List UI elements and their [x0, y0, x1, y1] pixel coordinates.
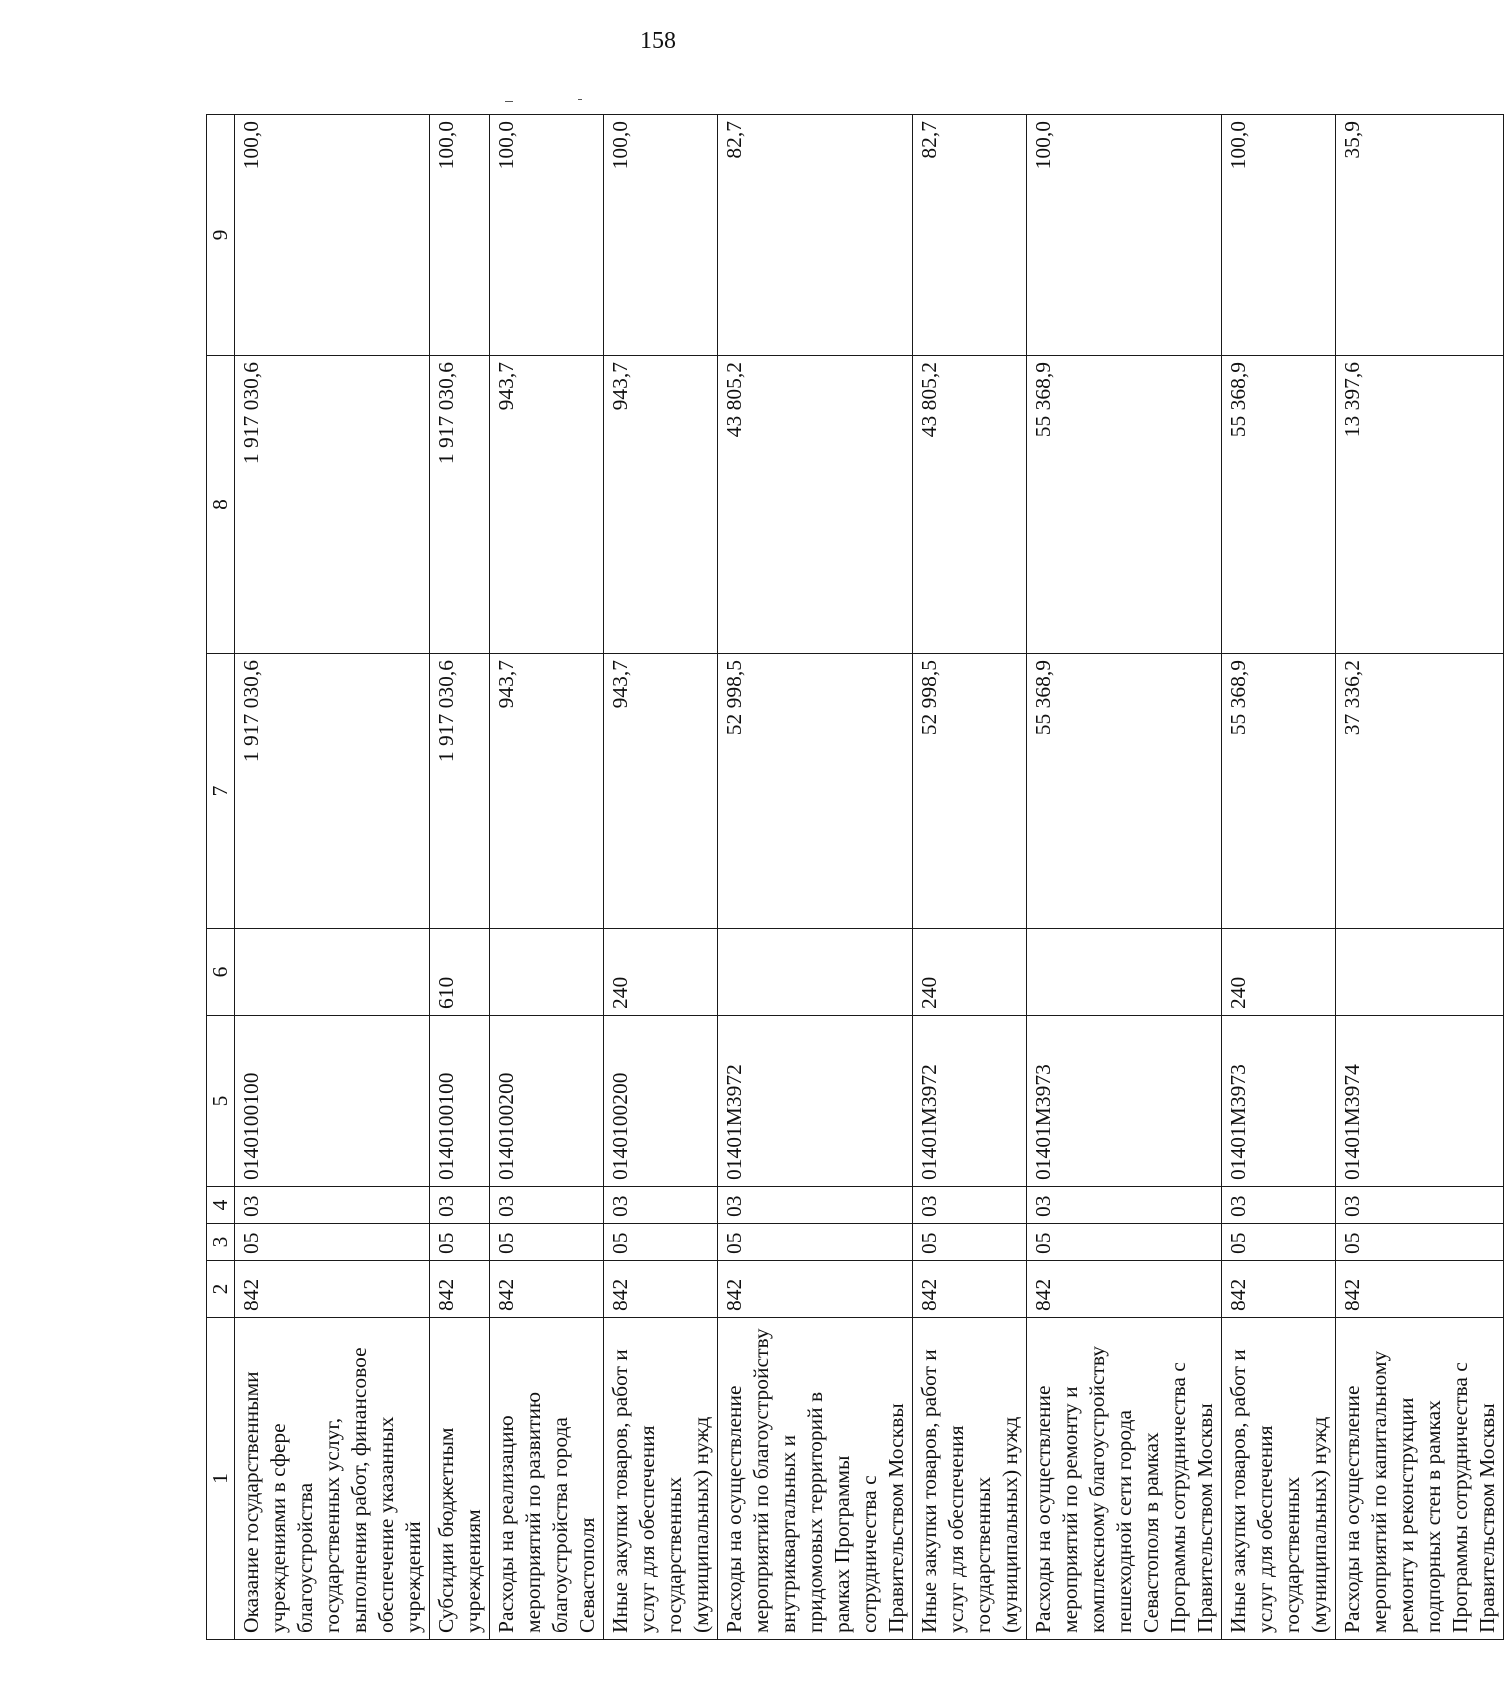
execution-percent-cell: 100,0 — [430, 115, 490, 356]
expense-name-cell: Субсидии бюджетным учреждениям — [430, 1318, 490, 1640]
admin-code-cell: 842 — [1336, 1261, 1504, 1318]
header-cell: 6 — [207, 929, 235, 1016]
planned-amount-cell: 943,7 — [490, 654, 604, 929]
expense-type-cell — [718, 929, 913, 1016]
executed-amount-cell: 943,7 — [604, 356, 718, 654]
section-cell: 05 — [1222, 1224, 1336, 1261]
executed-amount-cell: 55 368,9 — [1222, 356, 1336, 654]
header-cell: 3 — [207, 1224, 235, 1261]
section-cell: 05 — [490, 1224, 604, 1261]
table-row — [490, 115, 604, 1640]
planned-amount-cell: 37 336,2 — [1336, 654, 1504, 929]
executed-amount-cell: 43 805,2 — [718, 356, 913, 654]
header-cell: 4 — [207, 1187, 235, 1224]
expense-type-cell: 240 — [1222, 929, 1336, 1016]
planned-amount-cell: 52 998,5 — [718, 654, 913, 929]
execution-percent-cell: 100,0 — [1222, 115, 1336, 356]
header-cell: 7 — [207, 654, 235, 929]
subsection-cell: 03 — [1027, 1187, 1222, 1224]
expense-name-cell: Иные закупки товаров, работ и услуг для обеспечения государственных (муниципальных) нужд — [1222, 1318, 1336, 1640]
target-article-cell: 01401М3972 — [718, 1016, 913, 1187]
expense-type-cell: 240 — [604, 929, 718, 1016]
executed-amount-cell: 1 917 030,6 — [235, 356, 430, 654]
expense-name-cell: Расходы на реализацию мероприятий по развитию благоустройства города Севастополя — [490, 1318, 604, 1640]
executed-amount-cell: 943,7 — [490, 356, 604, 654]
admin-code-cell: 842 — [430, 1261, 490, 1318]
executed-amount-cell: 55 368,9 — [1027, 356, 1222, 654]
planned-amount-cell: 52 998,5 — [913, 654, 1027, 929]
section-cell: 05 — [718, 1224, 913, 1261]
target-article-cell: 01401М3974 — [1336, 1016, 1504, 1187]
header-cell: 8 — [207, 356, 235, 654]
expense-type-cell: 240 — [913, 929, 1027, 1016]
planned-amount-cell: 1 917 030,6 — [235, 654, 430, 929]
admin-code-cell: 842 — [1027, 1261, 1222, 1318]
section-cell: 05 — [1027, 1224, 1222, 1261]
expense-type-cell — [490, 929, 604, 1016]
subsection-cell: 03 — [235, 1187, 430, 1224]
table-row — [1222, 115, 1336, 1640]
admin-code-cell: 842 — [490, 1261, 604, 1318]
page-number: 158 — [640, 28, 676, 54]
subsection-cell: 03 — [718, 1187, 913, 1224]
execution-percent-cell: 100,0 — [235, 115, 430, 356]
table-row — [430, 115, 490, 1640]
expense-type-cell — [1336, 929, 1504, 1016]
table-row — [913, 115, 1027, 1640]
target-article-cell: 01401М3972 — [913, 1016, 1027, 1187]
section-cell: 05 — [235, 1224, 430, 1261]
target-article-cell: 0140100100 — [430, 1016, 490, 1187]
executed-amount-cell: 43 805,2 — [913, 356, 1027, 654]
subsection-cell: 03 — [604, 1187, 718, 1224]
expense-name-cell: Иные закупки товаров, работ и услуг для обеспечения государственных (муниципальных) нужд — [913, 1318, 1027, 1640]
scan-mark — [578, 99, 582, 100]
subsection-cell: 03 — [1222, 1187, 1336, 1224]
header-cell: 5 — [207, 1016, 235, 1187]
expense-name-cell: Оказание государственными учреждениями в сфере благоустройства государственных услуг, выполнения работ, финансовое обеспечение указанных учреждений — [235, 1318, 430, 1640]
target-article-cell: 01401М3973 — [1027, 1016, 1222, 1187]
execution-percent-cell: 82,7 — [913, 115, 1027, 356]
header-cell: 2 — [207, 1261, 235, 1318]
table-row — [1336, 115, 1504, 1640]
budget-table — [206, 114, 1504, 1640]
expense-type-cell — [1027, 929, 1222, 1016]
expense-name-cell: Расходы на осуществление мероприятий по ремонту и комплексному благоустройству пешеходной сети города Севастополя в рамках Программы сотрудничества с Правительством Москвы — [1027, 1318, 1222, 1640]
target-article-cell: 0140100200 — [604, 1016, 718, 1187]
expense-name-cell: Расходы на осуществление мероприятий по капитальному ремонту и реконструкции подпорных стен в рамках Программы сотрудничества с Правительством Москвы — [1336, 1318, 1504, 1640]
subsection-cell: 03 — [490, 1187, 604, 1224]
executed-amount-cell: 1 917 030,6 — [430, 356, 490, 654]
executed-amount-cell: 13 397,6 — [1336, 356, 1504, 654]
section-cell: 05 — [604, 1224, 718, 1261]
expense-type-cell — [235, 929, 430, 1016]
table-row — [1027, 115, 1222, 1640]
subsection-cell: 03 — [430, 1187, 490, 1224]
admin-code-cell: 842 — [604, 1261, 718, 1318]
target-article-cell: 01401М3973 — [1222, 1016, 1336, 1187]
section-cell: 05 — [913, 1224, 1027, 1261]
planned-amount-cell: 55 368,9 — [1027, 654, 1222, 929]
subsection-cell: 03 — [913, 1187, 1027, 1224]
target-article-cell: 0140100100 — [235, 1016, 430, 1187]
subsection-cell: 03 — [1336, 1187, 1504, 1224]
planned-amount-cell: 55 368,9 — [1222, 654, 1336, 929]
header-cell: 9 — [207, 115, 235, 356]
execution-percent-cell: 100,0 — [604, 115, 718, 356]
table-row — [718, 115, 913, 1640]
section-cell: 05 — [430, 1224, 490, 1261]
header-cell: 1 — [207, 1318, 235, 1640]
table-row — [604, 115, 718, 1640]
execution-percent-cell: 35,9 — [1336, 115, 1504, 356]
planned-amount-cell: 943,7 — [604, 654, 718, 929]
rotated-table-wrapper — [206, 115, 1499, 1640]
execution-percent-cell: 82,7 — [718, 115, 913, 356]
target-article-cell: 0140100200 — [490, 1016, 604, 1187]
expense-name-cell: Иные закупки товаров, работ и услуг для обеспечения государственных (муниципальных) нужд — [604, 1318, 718, 1640]
planned-amount-cell: 1 917 030,6 — [430, 654, 490, 929]
expense-type-cell: 610 — [430, 929, 490, 1016]
scan-mark — [505, 101, 513, 102]
expense-name-cell: Расходы на осуществление мероприятий по благоустройству внутриквартальных и придомовых территорий в рамках Программы сотрудничества с Правительством Москвы — [718, 1318, 913, 1640]
section-cell: 05 — [1336, 1224, 1504, 1261]
execution-percent-cell: 100,0 — [490, 115, 604, 356]
table-header-row — [207, 115, 235, 1640]
admin-code-cell: 842 — [718, 1261, 913, 1318]
execution-percent-cell: 100,0 — [1027, 115, 1222, 356]
admin-code-cell: 842 — [235, 1261, 430, 1318]
admin-code-cell: 842 — [913, 1261, 1027, 1318]
table-row — [235, 115, 430, 1640]
admin-code-cell: 842 — [1222, 1261, 1336, 1318]
